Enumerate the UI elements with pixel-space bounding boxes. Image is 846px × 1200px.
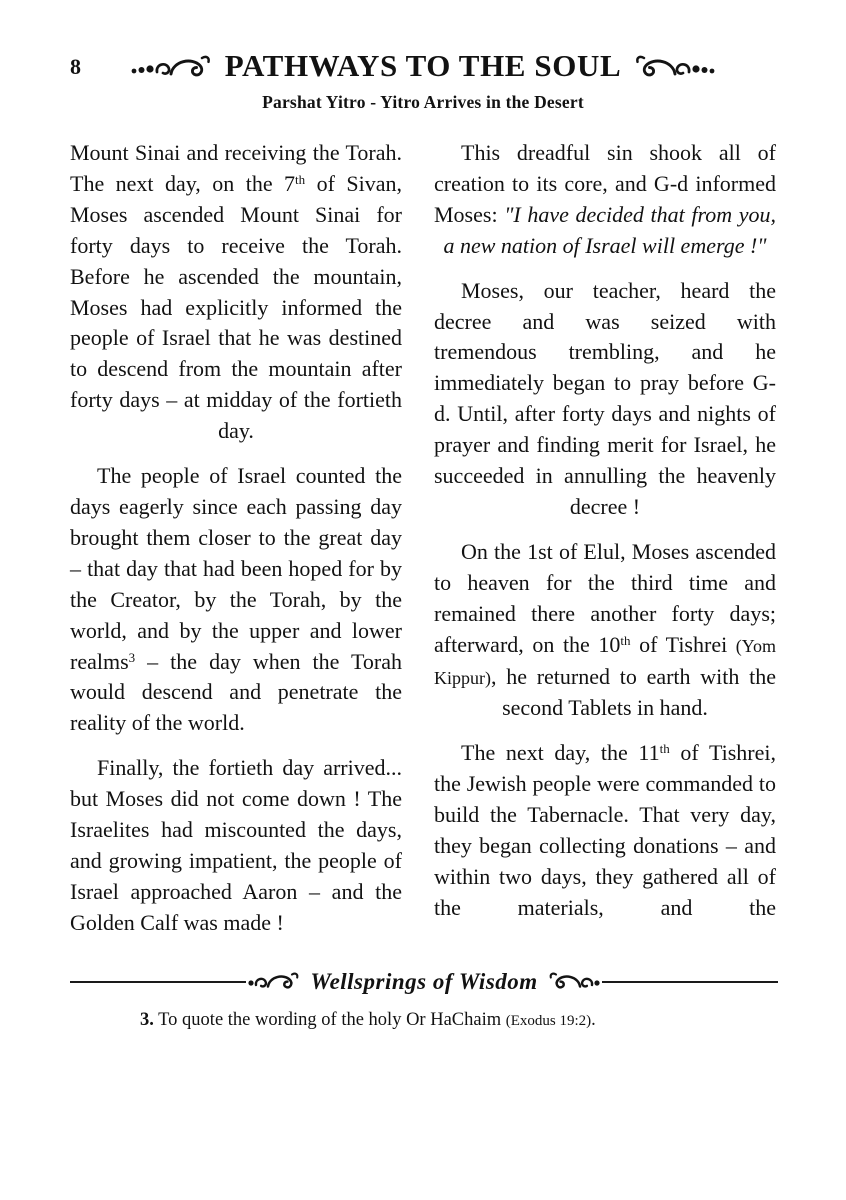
paragraph [434,276,776,523]
paragraph [70,753,402,938]
right-column [434,138,776,953]
paragraph [70,138,402,447]
title-row [0,44,846,88]
flourish-right-icon [629,51,717,81]
footer-flourish-right-icon [540,970,602,994]
paragraph [434,138,776,262]
footer-flourish-left-icon [246,970,308,994]
footnote-reference: 3 [128,649,136,665]
paragraph-text: This dreadful sin shook all of creation to its core, and G-d informed Moses: [434,140,776,227]
parenthetical-note: (Yom Kippur) [434,635,776,688]
body-columns [70,138,778,953]
paragraph-text: of Tishrei, the Jewish people were commanded to build the Tabernacle. That very day, they began collecting donations – and within two days, they gathered all of the materials, and the [434,740,776,920]
paragraph-text: Finally, the fortieth day arrived... but Moses did not come down ! The Israelites had miscounted the days, and growing impatient, the people of Israel approached Aaron – and the Golden Calf was made ! [70,755,402,935]
flourish-left-icon [129,51,217,81]
ordinal-superscript: th [659,741,670,757]
paragraph-text: , he returned to earth with the second Tablets in hand. [491,663,776,721]
chapter-subtitle: Parshat Yitro - Yitro Arrives in the Desert [262,92,584,112]
footer-rule-row [70,969,778,995]
ordinal-superscript: th [295,171,306,187]
paragraph-text: The people of Israel counted the days eagerly since each passing day brought them closer to the great day – that day that had been hoped for by the Creator, by the Torah, by the world, and by the upper and lower realms [70,463,402,674]
ordinal-superscript: th [620,632,631,648]
footnote-period: . [591,1009,596,1030]
footer-rule-right [602,981,778,983]
paragraph-text: of Sivan, Moses ascended Mount Sinai for forty days to receive the Torah. Before he ascended the mountain, Moses had explicitly informed the people of Israel that he was destined to descend from the mountain after forty days – at midday of the fortieth day. [70,170,402,444]
page-footer [70,969,778,1034]
page-header [0,0,846,113]
footnote-number: 3. [140,1009,154,1030]
series-name: Wellsprings of Wisdom [310,968,538,994]
footer-rule-left [70,981,246,983]
paragraph-text: The next day, the 11 [461,740,660,766]
paragraph-text: of Tishrei [630,631,736,657]
page-number: 8 [70,54,81,79]
paragraph-text: Moses, our teacher, heard the decree and was seized with tremendous trembling, and he immediately began to pray before G-d. Until, after forty days and nights of prayer and finding merit for Israel, he succeeded in annulling the heavenly decree ! [434,277,776,519]
footnote-text: To quote the wording of the holy Or HaChaim [153,1009,506,1030]
paragraph-text: – the day when the Torah would descend and penetrate the reality of the world. [70,648,402,736]
paragraph-text: On the 1st of Elul, Moses ascended to heaven for the third time and remained there another forty days; afterward, on the 10 [434,538,776,657]
footnote-citation: (Exodus 19:2) [505,1012,592,1029]
book-title: PATHWAYS TO THE SOUL [224,48,622,83]
paragraph-text: Mount Sinai and receiving the Torah. The next day, on the 7 [70,140,402,196]
left-column [70,138,402,953]
footnote [140,1007,710,1034]
paragraph [434,738,776,923]
paragraph [434,537,776,724]
paragraph [70,461,402,739]
divine-quote: "I have decided that from you, a new nation of Israel will emerge !" [443,201,777,258]
